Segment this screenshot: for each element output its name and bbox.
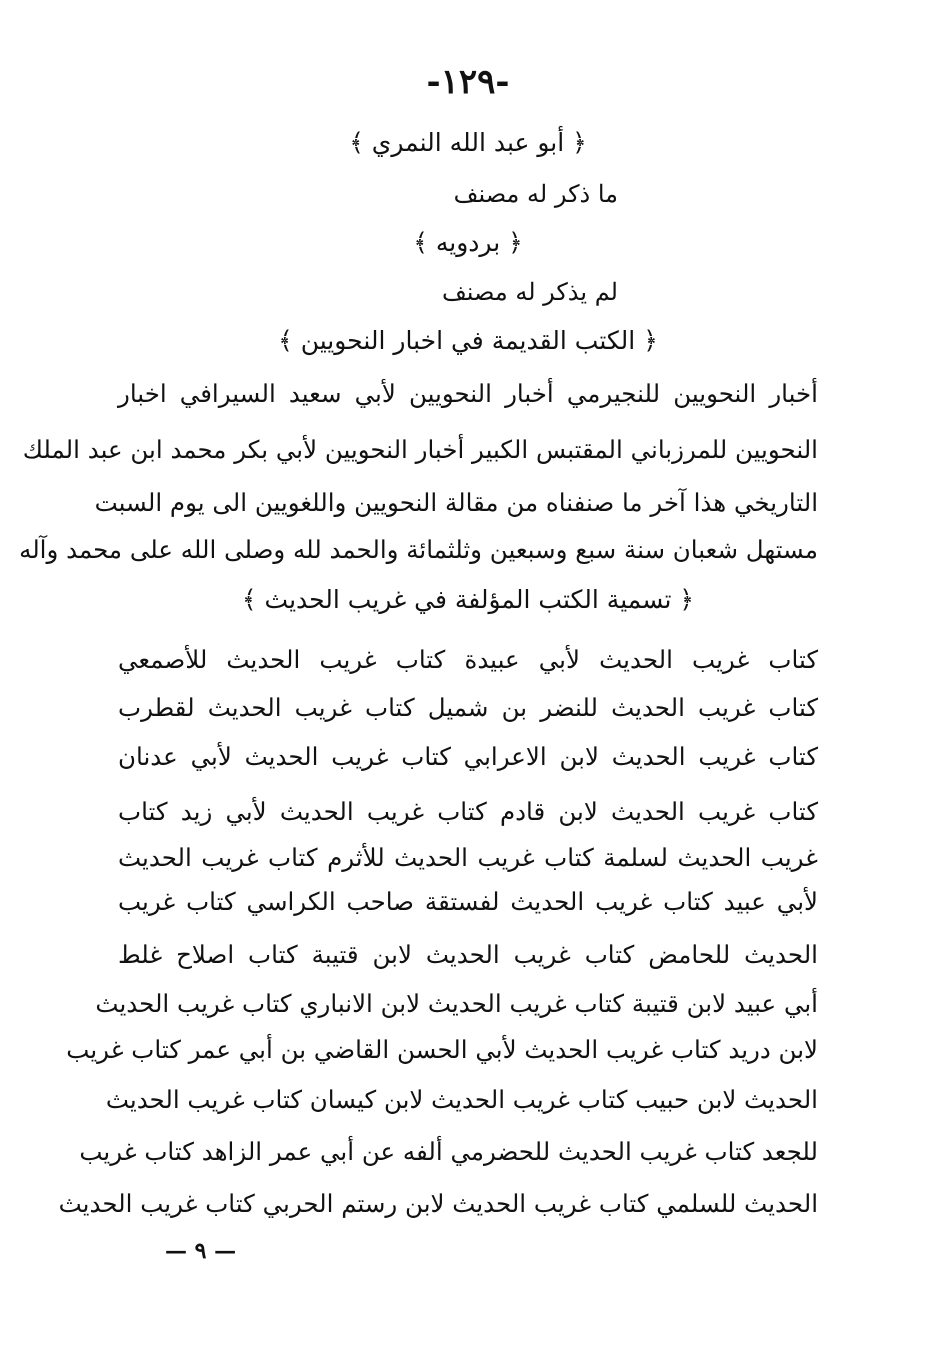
text-line: للجعد كتاب غريب الحديث للحضرمي ألفه عن أبي عمر الزاهد كتاب غريب (79, 1137, 818, 1166)
text-line: الحديث للحامض كتاب غريب الحديث لابن قتيبة كتاب اصلاح غلط (118, 940, 818, 969)
section-heading-bardawayh: ﴿ بردويه ﴾ (413, 228, 523, 257)
section-heading-nimari: ﴿ أبو عبد الله النمري ﴾ (349, 128, 587, 157)
text-line: كتاب غريب الحديث لأبي عبيدة كتاب غريب الحديث للأصمعي (118, 645, 818, 674)
text-line: غريب الحديث لسلمة كتاب غريب الحديث للأثرم كتاب غريب الحديث (118, 843, 818, 872)
text-line: أخبار النحويين للنجيرمي أخبار النحويين لأبي سعيد السيرافي اخبار (118, 379, 818, 408)
page-number: -١٢٩- (426, 62, 510, 102)
section-note-nimari: ما ذكر له مصنف (453, 180, 618, 208)
text-line: مستهل شعبان سنة سبع وسبعين وثلثمائة والحمد لله وصلى الله على محمد وآله (19, 535, 818, 564)
signature-mark: — ٩ — (165, 1238, 237, 1264)
section-heading-old-books: ﴿ الكتب القديمة في اخبار النحويين ﴾ (278, 326, 658, 355)
text-line: كتاب غريب الحديث لابن الاعرابي كتاب غريب الحديث لأبي عدنان (118, 742, 818, 771)
text-line: لابن دريد كتاب غريب الحديث لأبي الحسن القاضي بن أبي عمر كتاب غريب (66, 1035, 818, 1064)
text-line: الحديث لابن حبيب كتاب غريب الحديث لابن كيسان كتاب غريب الحديث (105, 1085, 818, 1114)
text-line: التاريخي هذا آخر ما صنفناه من مقالة النحويين واللغويين الى يوم السبت (94, 488, 818, 517)
text-line: كتاب غريب الحديث للنضر بن شميل كتاب غريب الحديث لقطرب (118, 693, 818, 722)
section-heading-gharib-hadith: ﴿ تسمية الكتب المؤلفة في غريب الحديث ﴾ (241, 585, 695, 614)
text-line: النحويين للمرزباني المقتبس الكبير أخبار النحويين لأبي بكر محمد ابن عبد الملك (22, 435, 818, 464)
text-line: لأبي عبيد كتاب غريب الحديث لفستقة صاحب الكراسي كتاب غريب (118, 887, 818, 916)
text-line: أبي عبيد لابن قتيبة كتاب غريب الحديث لابن الانباري كتاب غريب الحديث (95, 989, 818, 1018)
text-line: كتاب غريب الحديث لابن قادم كتاب غريب الحديث لأبي زيد كتاب (118, 797, 818, 826)
section-note-bardawayh: لم يذكر له مصنف (441, 278, 618, 306)
text-line: الحديث للسلمي كتاب غريب الحديث لابن رستم الحربي كتاب غريب الحديث (58, 1189, 818, 1218)
